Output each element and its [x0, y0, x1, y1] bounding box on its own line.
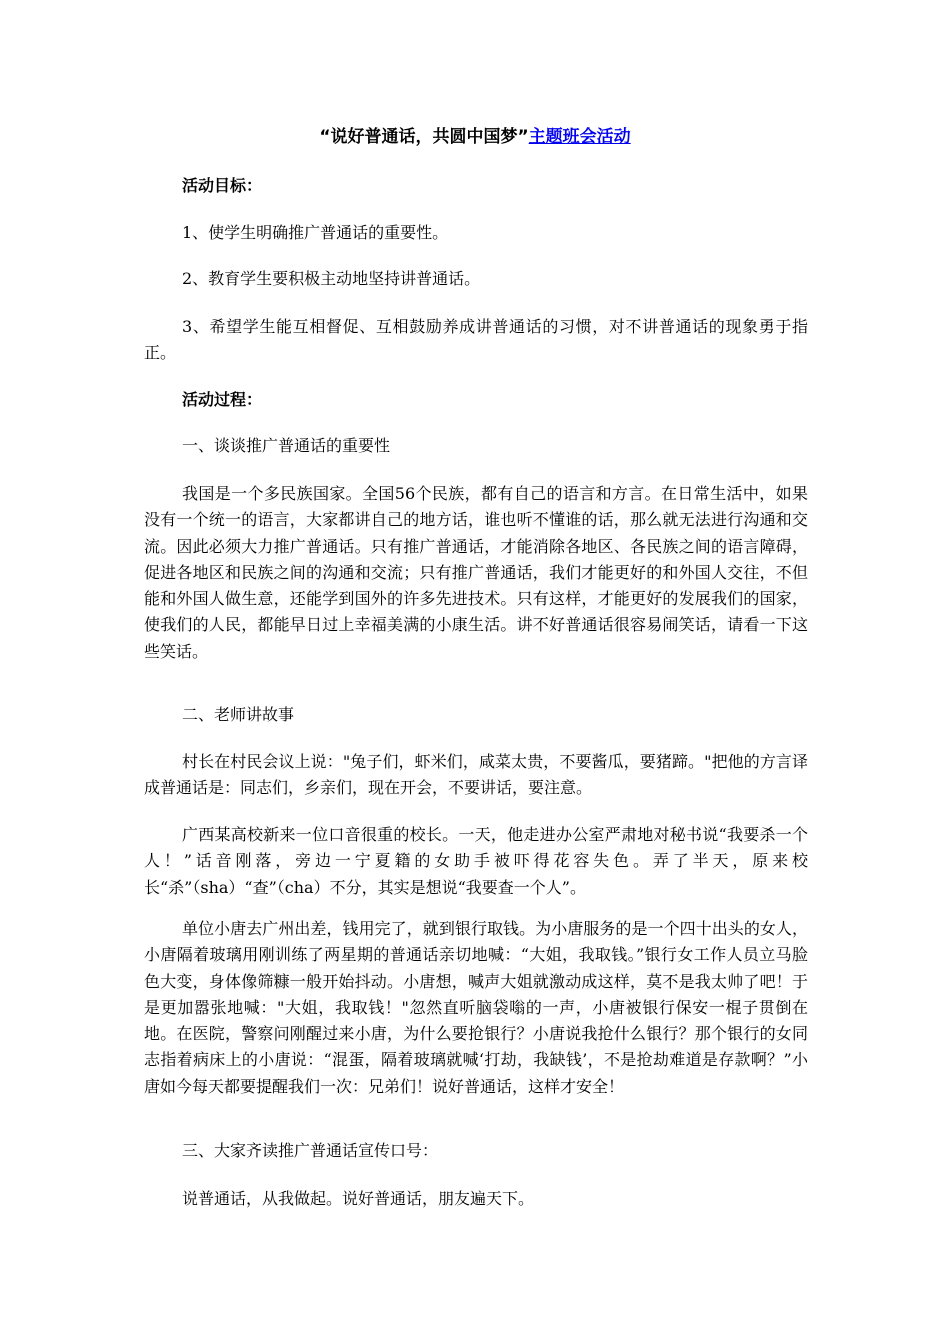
goal-item-2: 2、教育学生要积极主动地坚持讲普通话。	[182, 269, 481, 288]
story-1: 村长在村民会议上说："兔子们，虾米们，咸菜太贵，不要酱瓜，要猪蹄。"把他的方言译成普通话是：同志们，乡亲们，现在开会，不要讲话，要注意。	[144, 752, 808, 798]
document-title	[0, 124, 950, 150]
goal-item-3: 3、希望学生能互相督促、互相鼓励养成讲普通话的习惯，对不讲普通话的现象勇于指正。	[144, 317, 808, 363]
slogan: 说普通话，从我做起。说好普通话，朋友遍天下。	[182, 1189, 535, 1208]
section1-heading: 一、谈谈推广普通话的重要性	[182, 436, 391, 455]
section2-heading: 二、老师讲故事	[182, 705, 295, 724]
goal-heading: 活动目标：	[182, 176, 263, 195]
title-text: “说好普通话，共圆中国梦”	[319, 127, 529, 147]
title-link[interactable]: 主题班会活动	[528, 127, 631, 147]
section1-body: 我国是一个多民族国家。全国56个民族，都有自己的语言和方言。在日常生活中，如果没有一个统一的语言，大家都讲自己的地方话，谁也听不懂谁的话，那么就无法进行沟通和交流。因此必须大力推广普通话。只有推广普通话，才能消除各地区、各民族之间的语言障碍，促进各地区和民族之间的沟通和交流；只有推广普通话，我们才能更好的和外国人交往，不但能和外国人做生意，还能学到国外的许多先进技术。只有这样，才能更好的发展我们的国家，使我们的人民，都能早日过上幸福美满的小康生活。讲不好普通话很容易闹笑话，请看一下这些笑话。	[144, 484, 808, 661]
story-2: 广西某高校新来一位口音很重的校长。一天，他走进办公室严肃地对秘书说“我要杀一个人！”话音刚落，旁边一宁夏籍的女助手被吓得花容失色。弄了半天，原来校长“杀”（sha）“查”（cha）不分，其实是想说“我要查一个人”。	[144, 825, 808, 897]
section3-heading: 三、大家齐读推广普通话宣传口号：	[182, 1141, 439, 1160]
story-3: 单位小唐去广州出差，钱用完了，就到银行取钱。为小唐服务的是一个四十出头的女人，小唐隔着玻璃用刚训练了两星期的普通话亲切地喊：“大姐，我取钱。”银行女工作人员立马脸色大变，身体像筛糠一般开始抖动。小唐想，喊声大姐就激动成这样，莫不是我太帅了吧！于是更加嚣张地喊："大姐，我取钱！"忽然直听脑袋嗡的一声，小唐被银行保安一棍子贯倒在地。在医院，警察问刚醒过来小唐，为什么要抢银行？小唐说我抢什么银行？那个银行的女同志指着病床上的小唐说：“混蛋，隔着玻璃就喊‘打劫，我缺钱’，不是抢劫难道是存款啊？”小唐如今每天都要提醒我们一次：兄弟们！说好普通话，这样才安全！	[144, 919, 808, 1096]
goal-item-1: 1、使学生明确推广普通话的重要性。	[182, 223, 449, 242]
process-heading: 活动过程：	[182, 390, 263, 409]
